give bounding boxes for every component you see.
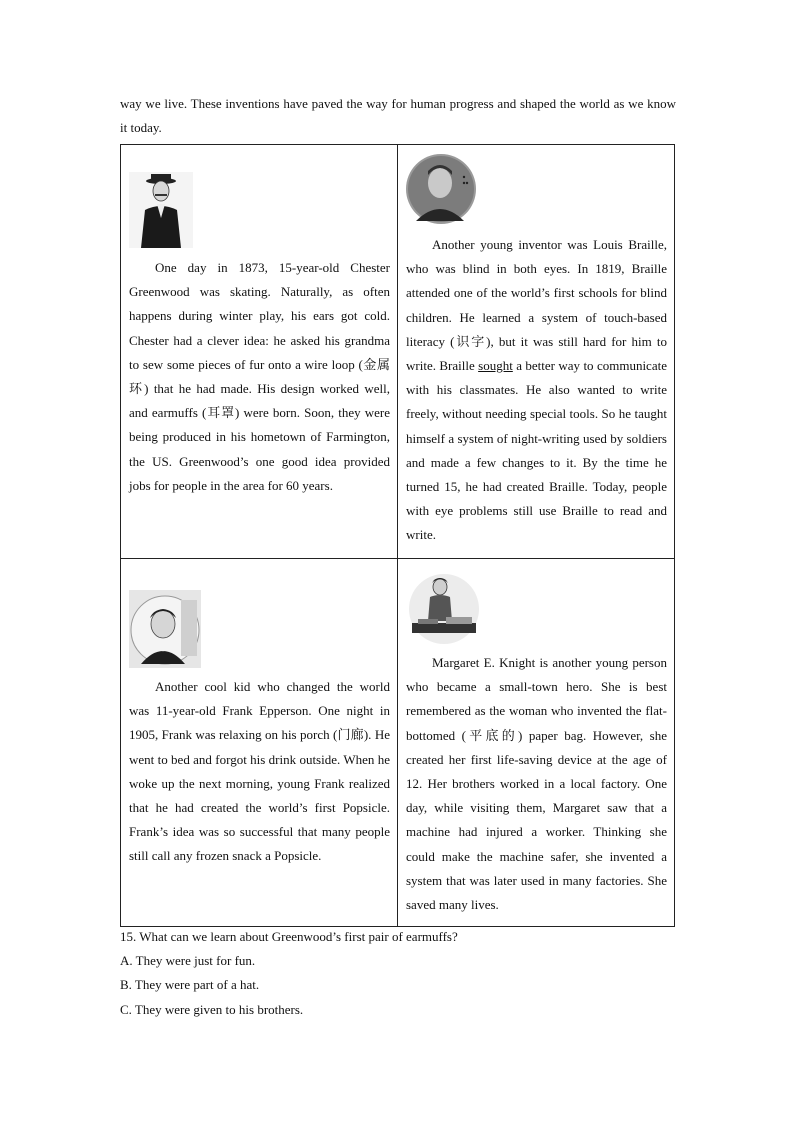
epperson-portrait-image	[129, 590, 201, 668]
option-c: C. They were given to his brothers.	[120, 1002, 304, 1017]
braille-portrait-image	[406, 153, 476, 225]
braille-paragraph	[406, 233, 667, 548]
epperson-paragraph: Another cool kid who changed the world was 11-year-old Frank Epperson. One night in 1905, Frank was relaxing on his porch (门廊). He went to bed and forgot his drink outside. When he woke up the next morning, young Frank realized that he had created the world’s first Popsicle. Frank’s idea was so successful that many people still call any frozen snack a Popsicle.	[129, 679, 390, 864]
cell-greenwood	[121, 145, 397, 558]
option-a: A. They were just for fun.	[120, 953, 256, 968]
braille-underlined-word: sought	[478, 358, 513, 374]
intro-paragraph: way we live. These inventions have paved the way for human progress and shaped the world as we know it today.	[120, 96, 676, 135]
cell-epperson	[121, 559, 397, 927]
greenwood-paragraph: One day in 1873, 15-year-old Chester Greenwood was skating. Naturally, as often happens during winter play, his ears got cold. Chester had a clever idea: he asked his grandma to sew some pieces of fur onto a wire loop (金属环) that he had made. His design worked well, and earmuffs (耳罩) were born. Soon, they were being produced in his hometown of Farmington, the US. Greenwood’s one good idea provided jobs for people in the area for 60 years.	[129, 260, 390, 493]
inventors-table	[120, 144, 675, 927]
cell-knight	[398, 559, 675, 927]
option-b: B. They were part of a hat.	[120, 977, 260, 992]
greenwood-portrait-image	[129, 172, 193, 248]
cell-braille	[398, 145, 675, 558]
knight-paragraph: Margaret E. Knight is another young person who became a small-town hero. She is best remembered as the woman who invented the flat-bottomed (平底的) paper bag. However, she created her first life-saving device at the age of 12. Her brothers worked in a local factory. One day, while visiting them, Margaret saw that a machine had injured a worker. Thinking she could make the machine safer, she invented a system that was later used in many factories. She saved many lives.	[406, 655, 667, 913]
braille-text-before: Another young inventor was Louis Braille, who was blind in both eyes. In 1819, Braille attended one of the world’s first schools for blind children. He learned a system of touch-based literacy (识字), but it was still hard for him to write. Braille	[406, 237, 667, 374]
braille-text-after: a better way to communicate with his classmates. He also wanted to write freely, without needing special tools. So he taught himself a system of night-writing used by soldiers and made a few changes to it. By the time he turned 15, he had created Braille. Today, people with eye problems still use Braille to read and write.	[406, 358, 667, 543]
knight-portrait-image	[406, 573, 482, 645]
question-stem: 15. What can we learn about Greenwood’s first pair of earmuffs?	[120, 929, 458, 944]
